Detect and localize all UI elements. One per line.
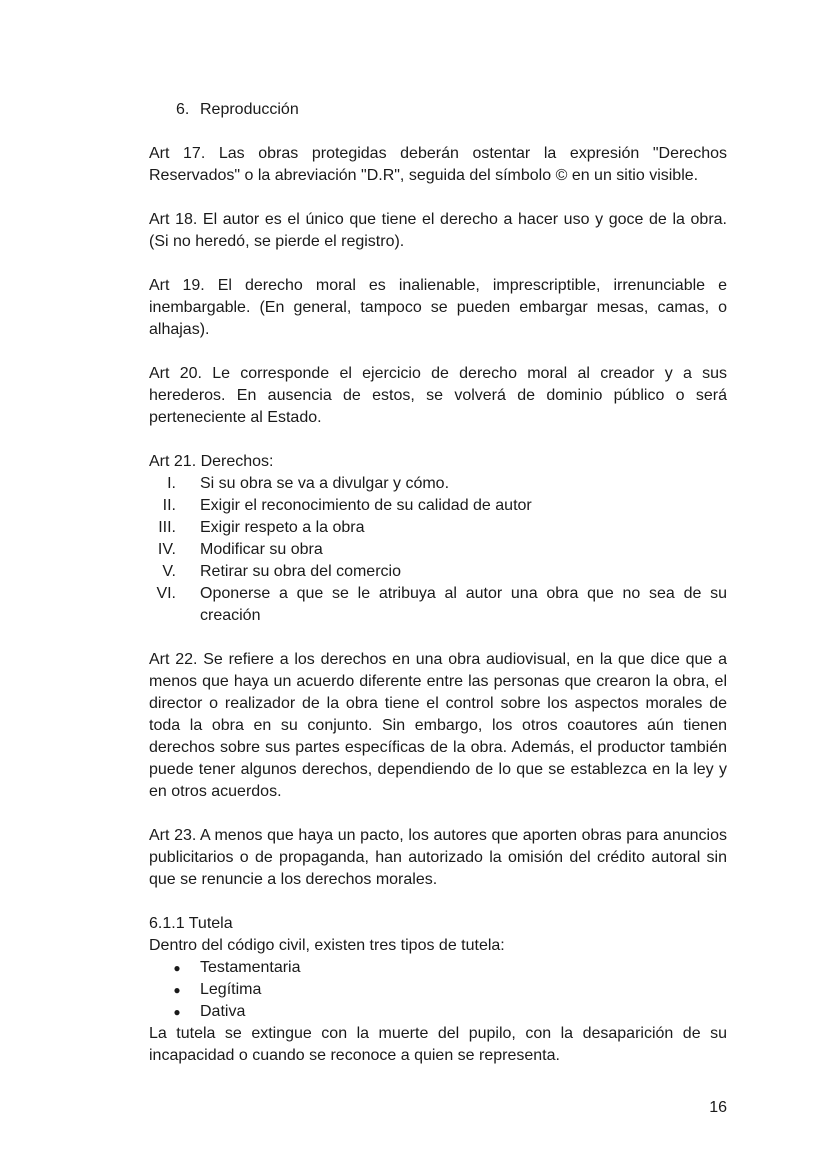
list-item — [149, 583, 727, 627]
list-item — [149, 539, 727, 561]
list-item — [149, 561, 727, 583]
list-text: Dativa — [200, 1003, 246, 1020]
list-text: Oponerse a que se le atribuya al autor una obra que no sea de su creación — [200, 585, 727, 624]
rights-list — [149, 473, 727, 627]
tutela-title: 6.1.1 Tutela — [149, 915, 233, 932]
list-marker: V. — [162, 563, 176, 580]
article-23: Art 23. A menos que haya un pacto, los autores que aporten obras para anuncios publicitarios o de propaganda, han autorizado la omisión del crédito autoral sin que se renuncie a los derechos morales. — [149, 827, 727, 888]
tutela-section — [149, 913, 727, 1067]
list-item — [149, 1001, 727, 1023]
section-number: 6. — [176, 101, 190, 118]
list-marker: II. — [162, 497, 176, 514]
list-text: Modificar su obra — [200, 541, 323, 558]
list-item — [149, 517, 727, 539]
tutela-closing: La tutela se extingue con la muerte del pupilo, con la desaparición de su incapacidad o cuando se reconoce a quien se representa. — [149, 1025, 727, 1064]
list-text: Legítima — [200, 981, 262, 998]
article-18: Art 18. El autor es el único que tiene el derecho a hacer uso y goce de la obra. (Si no heredó, se pierde el registro). — [149, 211, 727, 250]
bullet-icon: ● — [173, 1005, 181, 1019]
article-21-title: Art 21. Derechos: — [149, 453, 274, 470]
list-marker: III. — [158, 519, 176, 536]
article-19: Art 19. El derecho moral es inalienable, imprescriptible, irrenunciable e inembargable. (En general, tampoco se pueden embargar mesas, camas, o alhajas). — [149, 277, 727, 338]
list-marker: IV. — [157, 541, 176, 558]
list-marker: I. — [167, 475, 176, 492]
article-20: Art 20. Le corresponde el ejercicio de derecho moral al creador y a sus herederos. En ausencia de estos, se volverá de dominio público o será perteneciente al Estado. — [149, 365, 727, 426]
list-text: Testamentaria — [200, 959, 301, 976]
document-page — [149, 99, 727, 1089]
list-text: Exigir respeto a la obra — [200, 519, 365, 536]
list-marker: VI. — [156, 585, 176, 602]
bullet-icon: ● — [173, 961, 181, 975]
article-21 — [149, 451, 727, 627]
list-item — [149, 495, 727, 517]
article-17: Art 17. Las obras protegidas deberán ostentar la expresión "Derechos Reservados" o la abreviación "D.R", seguida del símbolo © en un sitio visible. — [149, 145, 727, 184]
article-22: Art 22. Se refiere a los derechos en una obra audiovisual, en la que dice que a menos que haya un acuerdo diferente entre las personas que crearon la obra, el director o realizador de la obra tiene el control sobre los aspectos morales de toda la obra en su conjunto. Sin embargo, los otros coautores aún tienen derechos sobre sus partes específicas de la obra. Además, el productor también puede tener algunos derechos, dependiendo de lo que se establezca en la ley y en otros acuerdos. — [149, 651, 727, 800]
section-title: Reproducción — [200, 101, 299, 118]
list-text: Retirar su obra del comercio — [200, 563, 401, 580]
tutela-types-list — [149, 957, 727, 1023]
tutela-intro: Dentro del código civil, existen tres tipos de tutela: — [149, 937, 505, 954]
bullet-icon: ● — [173, 983, 181, 997]
list-text: Exigir el reconocimiento de su calidad de autor — [200, 497, 532, 514]
list-text: Si su obra se va a divulgar y cómo. — [200, 475, 450, 492]
list-item — [149, 979, 727, 1001]
section-heading — [149, 99, 727, 121]
list-item — [149, 473, 727, 495]
list-item — [149, 957, 727, 979]
page-number: 16 — [709, 1099, 727, 1116]
